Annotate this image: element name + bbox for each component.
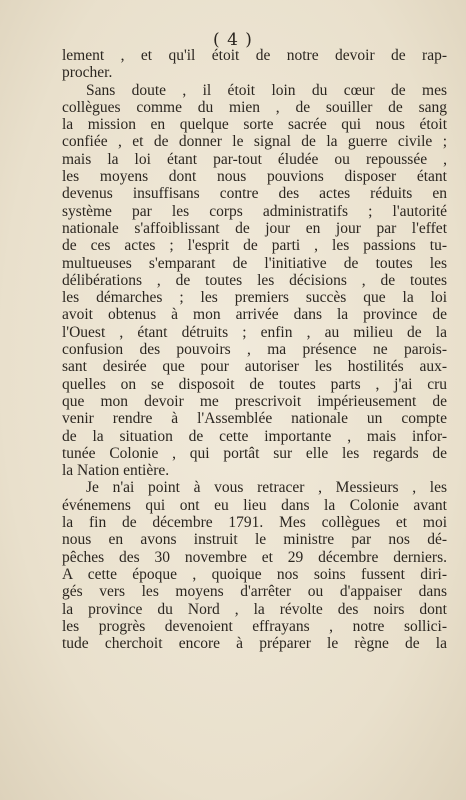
text-line: gés vers les moyens d'arrêter ou d'appaiser dans bbox=[62, 583, 447, 601]
text-line: délibérations , de toutes les décisions , de toutes bbox=[62, 271, 447, 289]
text-line: lement , et qu'il étoit de notre devoir de rap- bbox=[62, 47, 447, 64]
text-line: que mon devoir me prescrivoit impérieusement de bbox=[62, 392, 447, 410]
text-line: avoit obtenus à mon arrivée dans la province de bbox=[62, 306, 447, 324]
text-line: l'Ouest , étant détruits ; enfin , au milieu de la bbox=[62, 323, 447, 341]
paragraph bbox=[62, 479, 447, 652]
text-line: la Nation entière. bbox=[62, 462, 170, 480]
text-line: les progrès devenoient effrayans , notre sollici- bbox=[62, 617, 447, 635]
text-line: confusion des pouvoirs , ma présence ne parois- bbox=[62, 341, 447, 359]
text-line: multueuses s'emparant de l'initiative de toutes les bbox=[62, 254, 447, 272]
text-line: événemens qui ont eu lieu dans la Colonie avant bbox=[62, 496, 447, 514]
text-line: la province du Nord , la révolte des noirs dont bbox=[62, 600, 447, 618]
text-line: confiée , et de donner le signal de la guerre civile ; bbox=[62, 133, 447, 151]
text-line: de la situation de cette importante , mais infor- bbox=[62, 427, 447, 445]
text-line: sant desirée que pour autoriser les hostilités aux- bbox=[62, 358, 447, 376]
paragraph bbox=[62, 47, 447, 82]
page-number: ( 4 ) bbox=[213, 30, 253, 50]
text-line: pêches des 30 novembre et 29 décembre derniers. bbox=[62, 548, 447, 566]
text-line: la mission en quelque sorte sacrée qui nous étoit bbox=[62, 116, 447, 134]
text-line: nous en avons instruit le ministre par nos dé- bbox=[62, 531, 447, 549]
text-line: A cette époque , quoique nos soins fussent diri- bbox=[62, 565, 447, 583]
text-line: Sans doute , il étoit loin du cœur de mes bbox=[86, 81, 447, 99]
text-line: système par les corps administratifs ; l'autorité bbox=[62, 202, 447, 220]
paragraph bbox=[62, 82, 447, 480]
text-line: procher. bbox=[62, 64, 113, 82]
text-line: venir rendre à l'Assemblée nationale un compte bbox=[62, 410, 447, 428]
text-line: les démarches ; les premiers succès que la loi bbox=[62, 289, 447, 307]
text-line: tude cherchoit encore à préparer le règne de la bbox=[62, 635, 447, 653]
text-line: de ces actes ; l'esprit de parti , les passions tu- bbox=[62, 237, 447, 255]
text-line: nationale s'affoiblissant de jour en jour par l'effet bbox=[62, 219, 447, 237]
text-line: devenus insuffisans contre des actes réduits en bbox=[62, 185, 447, 203]
text-line: les moyens dont nous pouvions disposer étant bbox=[62, 168, 447, 186]
text-line: la fin de décembre 1791. Mes collègues et moi bbox=[62, 514, 447, 532]
text-line: mais la loi étant par-tout éludée ou repoussée , bbox=[62, 150, 447, 168]
text-line: tunée Colonie , qui portât sur elle les regards de bbox=[62, 444, 447, 462]
text-line: Je n'ai point à vous retracer , Messieurs , les bbox=[86, 479, 447, 497]
text-line: collègues comme du mien , de souiller de sang bbox=[62, 98, 447, 116]
text-line: quelles on se disposoit de toutes parts , j'ai cru bbox=[62, 375, 447, 393]
body-text bbox=[62, 47, 447, 652]
